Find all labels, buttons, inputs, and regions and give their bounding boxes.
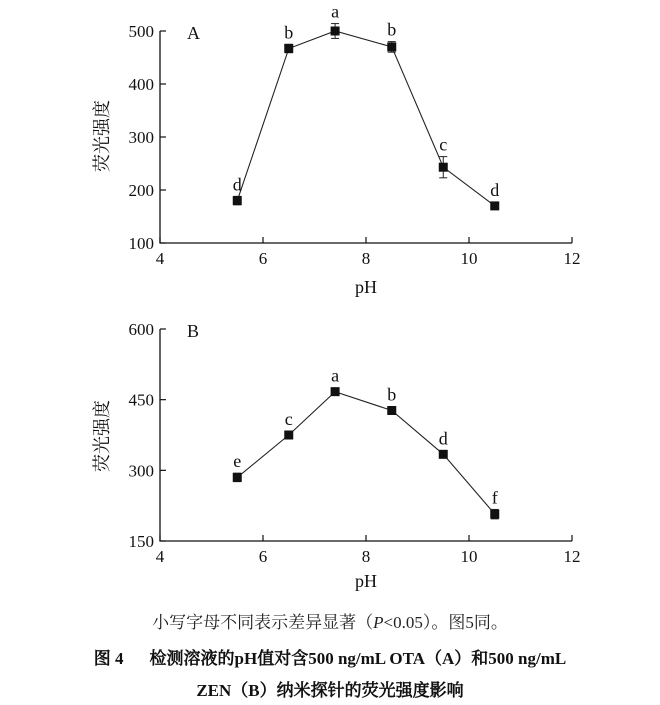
x-tick-label: 4: [155, 547, 165, 566]
significance-letter: d: [232, 174, 242, 195]
significance-letter: a: [331, 1, 340, 22]
data-point: [490, 201, 499, 210]
significance-note: 小写字母不同表示差异显著（P<0.05）。图5同。: [152, 613, 508, 632]
data-point: [439, 163, 448, 172]
data-point: [331, 27, 340, 36]
data-point: [387, 42, 396, 51]
y-tick-label: 450: [128, 390, 154, 410]
chart-panel-a: [92, 2, 581, 297]
data-point: [331, 387, 340, 396]
panel-label: B: [187, 321, 200, 341]
significance-letter: d: [490, 179, 500, 200]
significance-letter: b: [387, 384, 397, 405]
significance-letter: b: [387, 19, 397, 40]
y-tick-label: 600: [128, 320, 154, 339]
y-axis-label: 荧光强度: [92, 400, 112, 472]
x-tick-label: 4: [155, 249, 165, 268]
significance-letter: e: [233, 451, 242, 472]
y-tick-label: 200: [128, 181, 154, 200]
x-tick-label: 8: [361, 249, 371, 268]
x-tick-label: 6: [258, 547, 268, 566]
chart-panel-b: [92, 320, 581, 591]
x-axis-label: pH: [355, 277, 377, 297]
significance-letter: f: [491, 487, 498, 508]
significance-letter: a: [331, 365, 340, 386]
y-tick-label: 300: [128, 461, 154, 481]
x-tick-label: 12: [563, 249, 581, 268]
data-point: [490, 510, 499, 519]
y-tick-label: 500: [128, 22, 154, 41]
significance-letter: c: [439, 134, 448, 155]
y-axis-label: 荧光强度: [92, 100, 112, 172]
data-point: [284, 431, 293, 440]
x-tick-label: 6: [258, 249, 268, 268]
data-point: [439, 450, 448, 459]
y-tick-label: 400: [128, 75, 154, 94]
x-tick-label: 8: [361, 547, 371, 566]
figure-caption-line1: 图 4 检测溶液的pH值对含500 ng/mL OTA（A）和500 ng/mL: [93, 649, 567, 668]
data-point: [284, 44, 293, 53]
x-tick-label: 10: [460, 249, 478, 268]
significance-letter: b: [284, 22, 294, 43]
series-line: [237, 392, 495, 514]
significance-letter: c: [284, 409, 293, 429]
data-point: [387, 406, 396, 415]
axis-frame: [160, 329, 572, 541]
data-point: [233, 473, 242, 482]
data-point: [233, 196, 242, 205]
y-tick-label: 100: [128, 234, 154, 253]
significance-letter: d: [438, 428, 448, 449]
x-tick-label: 12: [563, 547, 581, 566]
y-tick-label: 150: [128, 532, 154, 551]
y-tick-label: 300: [128, 128, 154, 147]
axis-frame: [160, 31, 572, 243]
series-line: [237, 31, 495, 206]
panel-label: A: [187, 23, 200, 43]
x-tick-label: 10: [460, 547, 478, 566]
figure-caption-line2: ZEN（B）纳米探针的荧光强度影响: [196, 681, 464, 700]
figure-number: 图 4: [93, 649, 124, 668]
x-axis-label: pH: [355, 571, 377, 591]
